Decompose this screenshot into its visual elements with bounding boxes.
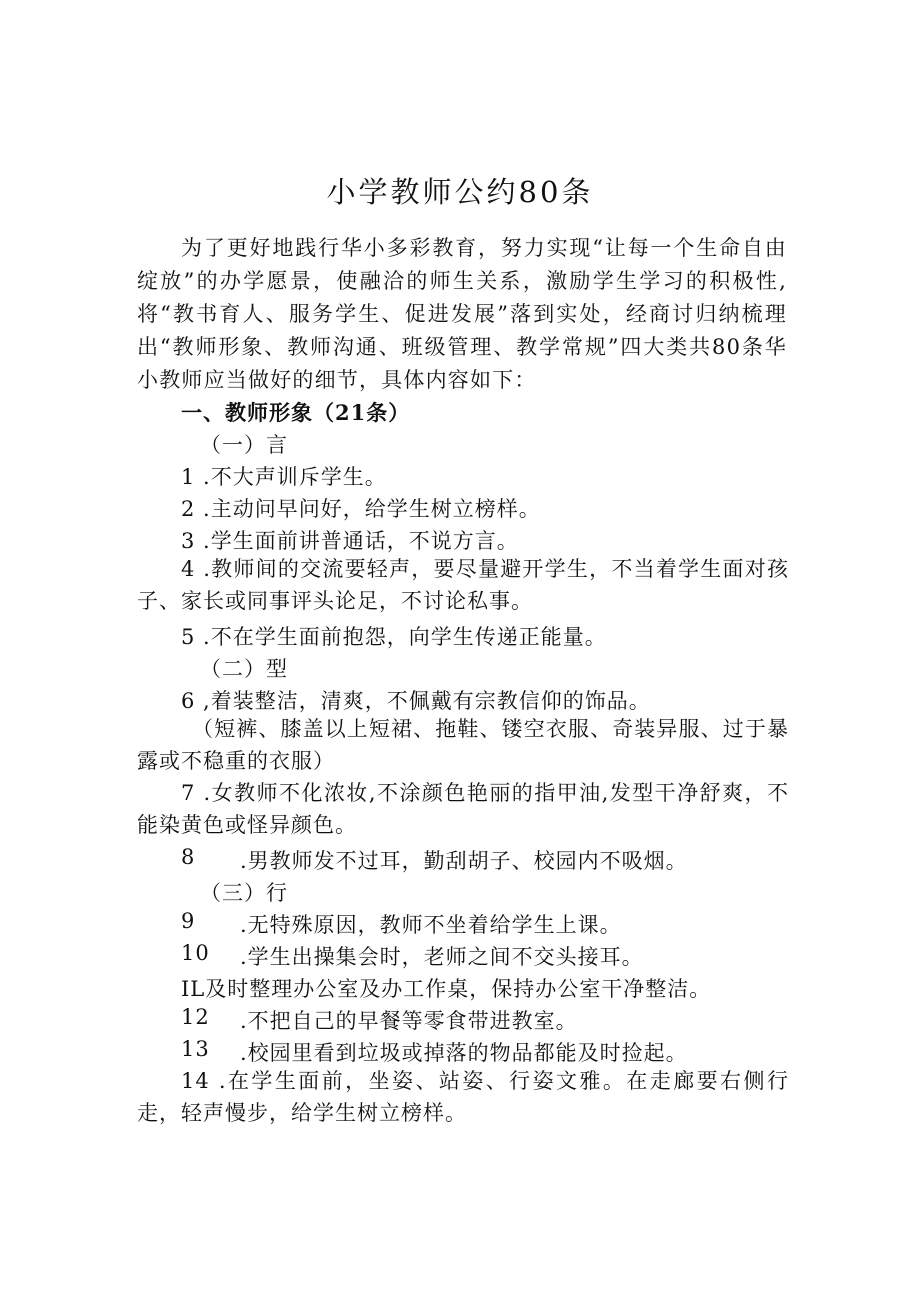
list-item: .不把自己的早餐等零食带进教室。 bbox=[240, 1009, 578, 1033]
list-item: IL及时整理办公室及办工作桌，保持办公室干净整洁。 bbox=[181, 977, 712, 1001]
document-title: 小学教师公约80条 bbox=[326, 175, 594, 209]
list-item-number: 12 bbox=[181, 1005, 210, 1029]
list-item-note: （短裤、膝盖以上短裙、拖鞋、镂空衣服、奇装异服、过于暴露或不稳重的衣服） bbox=[137, 717, 789, 773]
list-item: 5 .不在学生面前抱怨，向学生传递正能量。 bbox=[181, 625, 607, 649]
subsection-heading: （二）型 bbox=[200, 657, 288, 681]
list-item: 2 .主动问早问好，给学生树立榜样。 bbox=[181, 497, 541, 521]
list-item: .无特殊原因，教师不坐着给学生上课。 bbox=[240, 913, 622, 937]
list-item: 14 .在学生面前，坐姿、站姿、行姿文雅。在走廊要右侧行走，轻声慢步，给学生树立榜样。 bbox=[137, 1069, 789, 1125]
subsection-heading: （一）言 bbox=[200, 433, 288, 457]
list-item: 3 .学生面前讲普通话，不说方言。 bbox=[181, 529, 519, 553]
subsection-heading: （三）行 bbox=[200, 881, 288, 905]
list-item: 1 .不大声训斥学生。 bbox=[181, 465, 387, 489]
list-item: 7 .女教师不化浓妆,不涂颜色艳丽的指甲油,发型干净舒爽，不能染黄色或怪异颜色。 bbox=[137, 781, 789, 837]
list-item-number: 10 bbox=[181, 941, 210, 965]
list-item: .学生出操集会时，老师之间不交头接耳。 bbox=[240, 945, 644, 969]
section-heading: 一、教师形象（21条） bbox=[181, 400, 411, 425]
intro-paragraph: 为了更好地践行华小多彩教育，努力实现“让每一个生命自由绽放”的办学愿景，使融洽的师生关系，激励学生学习的积极性,将“教书育人、服务学生、促进发展”落到实处，经商讨归纳梳理出“教师形象、教师沟通、班级管理、教学常规”四大类共80条华小教师应当做好的细节，具体内容如下： bbox=[137, 236, 787, 392]
list-item-number: 13 bbox=[181, 1037, 210, 1061]
list-item: 4 .教师间的交流要轻声，要尽量避开学生，不当着学生面对孩子、家长或同事评头论足，不讨论私事。 bbox=[137, 557, 789, 613]
list-item: .男教师发不过耳，勤刮胡子、校园内不吸烟。 bbox=[240, 849, 688, 873]
list-item: .校园里看到垃圾或掉落的物品都能及时捡起。 bbox=[240, 1041, 688, 1065]
list-item-number: 8 bbox=[181, 845, 196, 869]
list-item-number: 9 bbox=[181, 909, 196, 933]
list-item: 6 ,着装整洁，清爽，不佩戴有宗教信仰的饰品。 bbox=[181, 689, 651, 713]
